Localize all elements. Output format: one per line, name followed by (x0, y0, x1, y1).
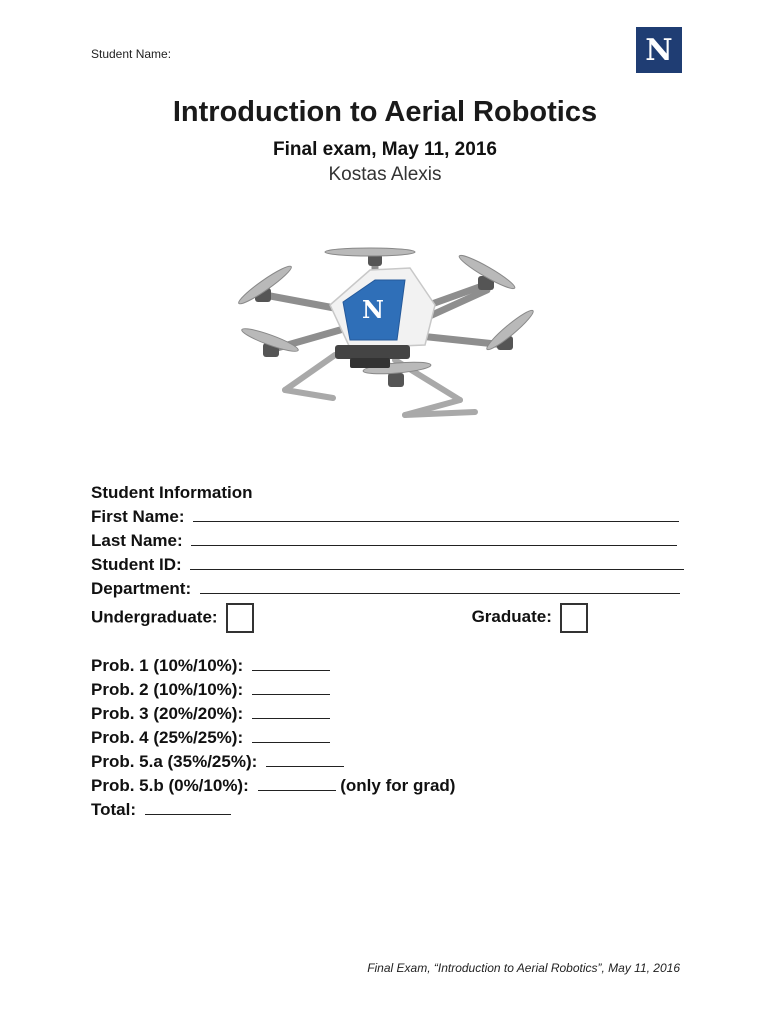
degree-row (91, 603, 684, 627)
university-logo (636, 27, 682, 73)
exam-title: Introduction to Aerial Robotics (172, 96, 598, 128)
last-name-field[interactable] (191, 530, 677, 546)
department-label: Department: (91, 579, 192, 598)
problem-score-field[interactable] (266, 751, 344, 767)
student-info-heading: Student Information (91, 483, 253, 502)
first-name-label: First Name: (91, 507, 185, 526)
problem-row (91, 750, 684, 774)
grad-only-note: (only for grad) (340, 776, 456, 795)
problem-score-field[interactable] (252, 727, 330, 743)
author-name: Kostas Alexis (328, 164, 442, 185)
department-row (91, 577, 684, 601)
student-id-field[interactable] (190, 554, 684, 570)
problem-row (91, 678, 684, 702)
undergraduate-checkbox[interactable] (226, 603, 254, 633)
student-id-row (91, 553, 684, 577)
problem-label: Prob. 1 (10%/10%): (91, 656, 244, 675)
last-name-label: Last Name: (91, 531, 183, 550)
exam-subtitle: Final exam, May 11, 2016 (273, 139, 497, 160)
first-name-row (91, 505, 684, 529)
problem-score-field[interactable] (252, 703, 330, 719)
graduate-checkbox[interactable] (560, 603, 588, 633)
last-name-row (91, 529, 684, 553)
drone-logo-letter: N (362, 295, 384, 324)
first-name-field[interactable] (193, 506, 679, 522)
page-footer: Final Exam, “Introduction to Aerial Robotics”, May 11, 2016 (367, 961, 680, 975)
drone-illustration (225, 240, 540, 430)
problem-row (91, 702, 684, 726)
problem-row (91, 774, 684, 798)
problem-label: Prob. 3 (20%/20%): (91, 704, 244, 723)
problem-label: Prob. 4 (25%/25%): (91, 728, 244, 747)
problem-label: Prob. 2 (10%/10%): (91, 680, 244, 699)
problem-score-field[interactable] (258, 775, 336, 791)
problem-row (91, 726, 684, 750)
total-row (91, 798, 684, 822)
student-id-label: Student ID: (91, 555, 182, 574)
problem-row (91, 654, 684, 678)
problem-label: Prob. 5.b (0%/10%): (91, 776, 249, 795)
total-score-field[interactable] (145, 799, 231, 815)
total-label: Total: (91, 800, 137, 819)
undergraduate-label: Undergraduate: (91, 607, 218, 627)
graduate-label: Graduate: (471, 607, 552, 627)
student-information-form (91, 481, 684, 822)
problem-label: Prob. 5.a (35%/25%): (91, 752, 258, 771)
problem-score-field[interactable] (252, 679, 330, 695)
department-field[interactable] (200, 578, 680, 594)
problem-score-field[interactable] (252, 655, 330, 671)
student-name-label: Student Name: (91, 47, 172, 61)
logo-letter: N (645, 32, 673, 68)
